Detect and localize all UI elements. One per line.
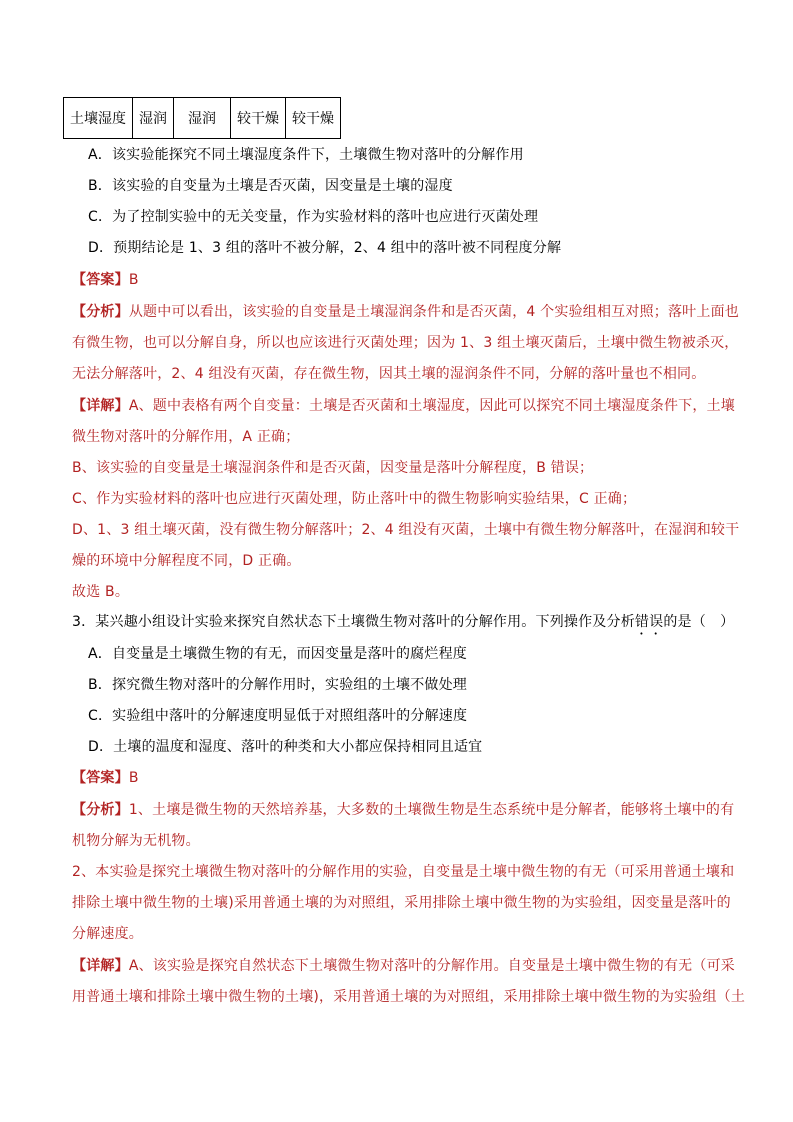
q3-analysis-line [72, 800, 734, 820]
stem-text-end: 的是（ ） [663, 614, 735, 630]
table-row [64, 98, 341, 139]
q3-option-b: B．探究微生物对落叶的分解作用时，实验组的土壤不做处理 [88, 677, 468, 693]
q3-option-a: A．自变量是土壤微生物的有无，而因变量是落叶的腐烂程度 [88, 646, 467, 662]
answer-value: B [128, 770, 139, 786]
q2-option-c: C．为了控制实验中的无关变量，作为实验材料的落叶也应进行灭菌处理 [88, 209, 539, 225]
detail-text: A、题中表格有两个自变量：土壤是否灭菌和土壤湿度，因此可以探究不同土壤湿度条件下，土壤 [128, 398, 735, 414]
table-cell: 湿润 [174, 98, 231, 139]
table-cell: 较干燥 [231, 98, 286, 139]
q3-stem [72, 612, 734, 638]
q3-answer [72, 768, 139, 788]
detail-text: A、该实验是探究自然状态下土壤微生物对落叶的分解作用。自变量是土壤中微生物的有无（可采 [128, 958, 735, 974]
q2-detail-line: C、作为实验材料的落叶也应进行灭菌处理，防止落叶中的微生物影响实验结果，C 正确； [72, 491, 637, 507]
q2-option-d: D．预期结论是 1、3 组的落叶不被分解，2、4 组中的落叶被不同程度分解 [88, 240, 562, 256]
q2-analysis-line [72, 302, 739, 322]
q3-analysis-line: 2、本实验是探究土壤微生物对落叶的分解作用的实验，自变量是土壤中微生物的有无（可采用普通土壤和 [72, 864, 735, 880]
q2-answer [72, 270, 139, 290]
q3-option-d: D．土壤的温度和湿度、落叶的种类和大小都应保持相同且适宜 [88, 739, 483, 755]
q3-detail-line [72, 956, 735, 976]
analysis-tag: 【分析】 [72, 802, 129, 818]
q3-analysis-line: 分解速度。 [72, 926, 143, 942]
answer-tag: 【答案】 [72, 770, 129, 786]
soil-humidity-table [63, 97, 341, 139]
q2-analysis-line: 无法分解落叶，2、4 组没有灭菌，存在微生物，因其土壤的湿润条件不同，分解的落叶量也不相同。 [72, 366, 706, 382]
q3-analysis-line: 排除土壤中微生物的土壤)采用普通土壤的为对照组，采用排除土壤中微生物的为实验组，因变量是落叶的 [72, 895, 731, 911]
q2-detail-line [72, 396, 735, 416]
q2-detail-line: D、1、3 组土壤灭菌，没有微生物分解落叶；2、4 组没有灭菌，土壤中有微生物分解落叶，在湿润和较干 [72, 522, 740, 538]
detail-tag: 【详解】 [72, 398, 129, 414]
q2-detail-line: 燥的环境中分解程度不同，D 正确。 [72, 553, 301, 569]
answer-tag: 【答案】 [72, 272, 129, 288]
table-cell: 土壤湿度 [64, 98, 133, 139]
q3-analysis-line: 机物分解为无机物。 [72, 833, 200, 849]
q2-option-b: B．该实验的自变量为土壤是否灭菌，因变量是土壤的湿度 [88, 178, 453, 194]
table-cell: 较干燥 [286, 98, 341, 139]
analysis-tag: 【分析】 [72, 304, 129, 320]
q3-option-c: C．实验组中落叶的分解速度明显低于对照组落叶的分解速度 [88, 708, 468, 724]
table-cell: 湿润 [133, 98, 174, 139]
q3-detail-line: 用普通土壤和排除土壤中微生物的土壤)，采用普通土壤的为对照组，采用排除土壤中微生物的为实验组（土 [72, 989, 746, 1005]
analysis-text: 从题中可以看出，该实验的自变量是土壤湿润条件和是否灭菌，4 个实验组相互对照；落叶上面也 [128, 304, 739, 320]
q2-detail-line: 微生物对落叶的分解作用，A 正确； [72, 429, 300, 445]
q2-detail-line: B、该实验的自变量是土壤湿润条件和是否灭菌，因变量是落叶分解程度，B 错误； [72, 460, 594, 476]
q2-conclusion: 故选 B。 [72, 584, 130, 600]
detail-tag: 【详解】 [72, 958, 129, 974]
stem-text: 3．某兴趣小组设计实验来探究自然状态下土壤微生物对落叶的分解作用。下列操作及分析 [72, 614, 635, 630]
analysis-text: 1、土壤是微生物的天然培养基，大多数的土壤微生物是生态系统中是分解者，能够将土壤中的有 [128, 802, 735, 818]
q2-analysis-line: 有微生物，也可以分解自身，所以也应该进行灭菌处理；因为 1、3 组土壤灭菌后，土壤中微生物被杀灭， [72, 335, 739, 351]
q2-option-a: A．该实验能探究不同土壤湿度条件下，土壤微生物对落叶的分解作用 [88, 147, 524, 163]
answer-value: B [128, 272, 139, 288]
stem-emphasis: 错误 [634, 614, 664, 630]
